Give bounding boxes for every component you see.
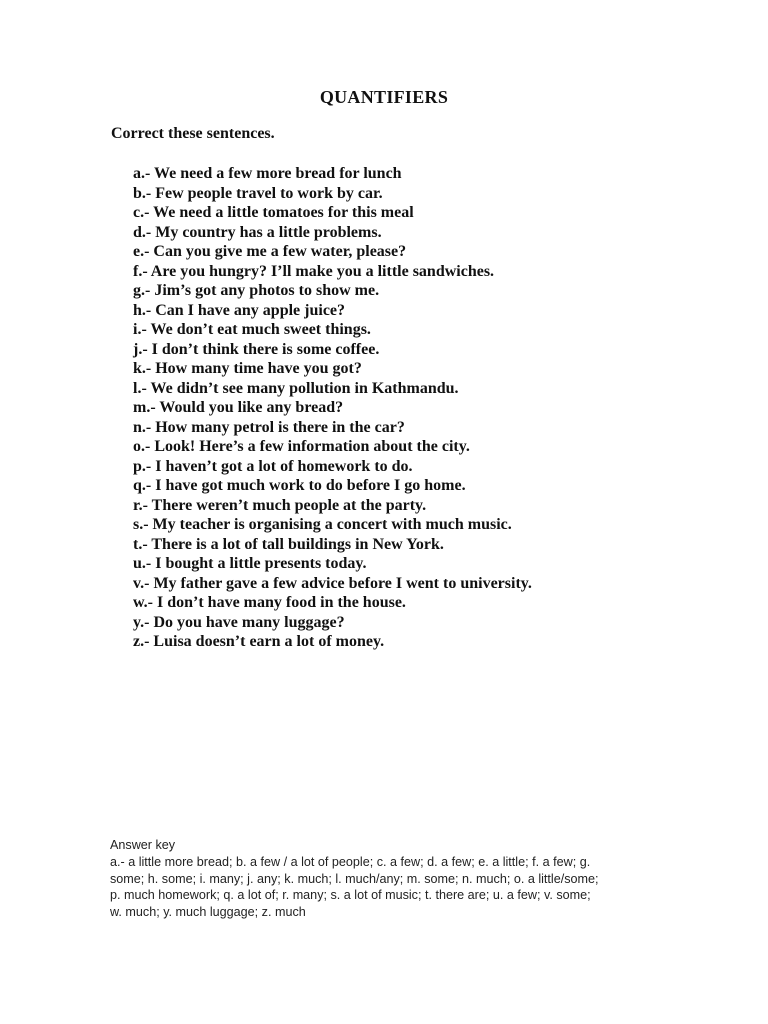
answer-key-line: some; h. some; i. many; j. any; k. much; l. much/any; m. some; n. much; o. a little/some; — [110, 871, 599, 886]
answer-key-line: a.- a little more bread; b. a few / a lot of people; c. a few; d. a few; e. a little; f. a few; g. — [110, 854, 591, 869]
sentence-item: m.- Would you like any bread? — [133, 399, 344, 416]
answer-key-line: p. much homework; q. a lot of; r. many; s. a lot of music; t. there are; u. a few; v. some; — [110, 888, 591, 903]
sentence-item: z.- Luisa doesn’t earn a lot of money. — [133, 633, 385, 650]
sentence-item: o.- Look! Here’s a few information about the city. — [133, 438, 470, 455]
sentence-item: j.- I don’t think there is some coffee. — [133, 340, 380, 358]
sentence-item: u.- I bought a little presents today. — [133, 555, 367, 572]
sentence-item: k.- How many time have you got? — [133, 360, 362, 377]
sentence-item: d.- My country has a little problems. — [133, 223, 382, 241]
answer-key-title: Answer key — [110, 838, 176, 852]
sentence-item: n.- How many petrol is there in the car? — [133, 418, 405, 436]
sentence-item: p.- I haven’t got a lot of homework to do. — [133, 457, 413, 475]
sentence-item: y.- Do you have many luggage? — [133, 613, 345, 631]
sentence-item: a.- We need a few more bread for lunch — [133, 165, 402, 182]
sentence-item: t.- There is a lot of tall buildings in New York. — [133, 535, 444, 553]
sentence-item: i.- We don’t eat much sweet things. — [133, 321, 371, 338]
sentence-item: f.- Are you hungry? I’ll make you a little sandwiches. — [133, 262, 495, 280]
instructions-heading: Correct these sentences. — [111, 125, 275, 142]
sentence-item: h.- Can I have any apple juice? — [133, 301, 346, 319]
sentence-item: v.- My father gave a few advice before I went to university. — [133, 574, 532, 592]
sentence-item: b.- Few people travel to work by car. — [133, 184, 383, 202]
sentence-item: s.- My teacher is organising a concert with much music. — [133, 516, 512, 533]
sentence-item: l.- We didn’t see many pollution in Kathmandu. — [133, 379, 459, 397]
answer-key-text — [110, 854, 670, 921]
page-title: QUANTIFIERS — [319, 87, 449, 107]
sentence-item: c.- We need a little tomatoes for this meal — [133, 204, 414, 221]
sentence-item: r.- There weren’t much people at the party. — [133, 496, 427, 514]
sentence-item: w.- I don’t have many food in the house. — [133, 594, 406, 611]
sentence-item: e.- Can you give me a few water, please? — [133, 243, 407, 260]
answer-key — [110, 837, 670, 921]
sentence-item: g.- Jim’s got any photos to show me. — [133, 282, 380, 299]
sentence-item: q.- I have got much work to do before I go home. — [133, 477, 466, 494]
answer-key-line: w. much; y. much luggage; z. much — [110, 905, 306, 920]
sentence-list — [133, 164, 532, 652]
